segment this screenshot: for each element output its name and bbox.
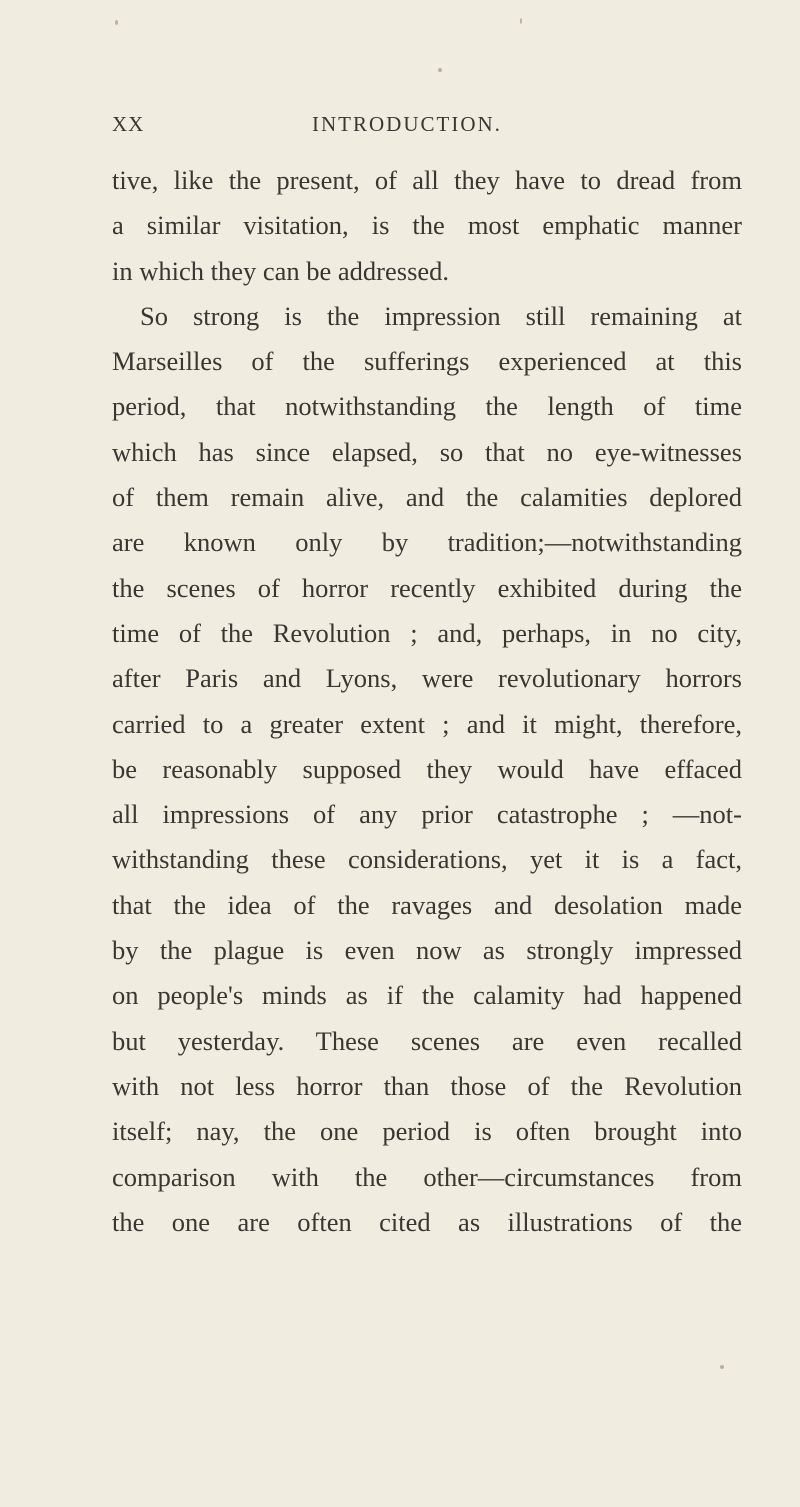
text-line: time of the Revolution ; and, perhaps, in no city, [112,617,742,648]
text-line: but yesterday. These scenes are even recalled [112,1025,742,1056]
text-line: the scenes of horror recently exhibited during the [112,572,742,603]
text-line: tive, like the present, of all they have to dread from [112,165,742,195]
body-text [112,158,742,1245]
text-line: So strong is the impression still remaining at [140,300,742,331]
running-head-title: INTRODUCTION. [312,112,502,136]
text-line: Marseilles of the sufferings experienced at this [112,346,742,377]
text-line: by the plague is even now as strongly impressed [112,935,742,966]
text-line: the one are often cited as illustrations of the [112,1206,742,1237]
paper-speck [438,68,442,72]
text-line: after Paris and Lyons, were revolutionary horrors [112,663,742,694]
text-line: that the idea of the ravages and desolation made [112,889,742,920]
text-line: itself; nay, the one period is often brought into [112,1116,742,1147]
paper-speck [520,18,522,24]
text-line: all impressions of any prior catastrophe ; —not- [112,799,742,830]
text-line: on people's minds as if the calamity had happened [112,980,742,1011]
text-line: comparison with the other—circumstances from [112,1161,742,1192]
text-line: be reasonably supposed they would have effaced [112,753,742,784]
paper-speck [115,20,118,25]
text-line: with not less horror than those of the Revolution [112,1070,742,1101]
running-head [112,112,712,142]
text-line: are known only by tradition;—notwithstanding [112,527,742,558]
text-line: carried to a greater extent ; and it might, therefore, [112,708,742,739]
text-line: of them remain alive, and the calamities deplored [112,482,742,513]
text-line: which has since elapsed, so that no eye-witnesses [112,436,742,467]
text-line: withstanding these considerations, yet it is a fact, [112,844,742,875]
text-line: period, that notwithstanding the length of time [112,391,742,422]
paper-speck [720,1365,724,1369]
text-line: in which they can be addressed. [112,255,450,286]
page-number: XX [112,112,145,136]
text-line: a similar visitation, is the most emphatic manner [112,210,742,241]
